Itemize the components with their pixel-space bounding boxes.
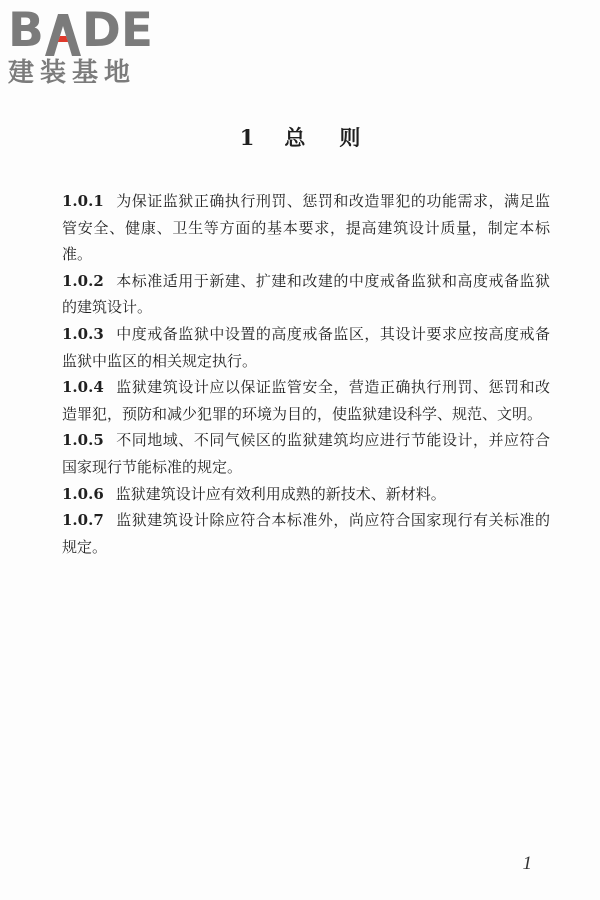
- chapter-heading: [0, 122, 600, 152]
- clause-number: 1.0.5: [62, 431, 104, 450]
- clause-text: 本标准适用于新建、扩建和改建的中度戒备监狱和高度戒备监狱的建筑设计。: [62, 271, 550, 317]
- clause-text: 监狱建筑设计除应符合本标准外，尚应符合国家现行有关标准的规定。: [62, 511, 550, 556]
- clause-text: 中度戒备监狱中设置的高度戒备监区，其设计要求应按高度戒备监狱中监区的相关规定执行。: [62, 324, 550, 370]
- logo-letter-b: B: [8, 3, 44, 58]
- logo-wordmark: [8, 3, 178, 58]
- page-number: 1: [522, 853, 532, 874]
- logo-letter-a: [45, 12, 81, 56]
- chapter-title-char-2: 则: [339, 125, 361, 150]
- clause-1-0-7: [62, 507, 550, 560]
- clause-list: [62, 188, 550, 560]
- chapter-title-char-1: 总: [284, 125, 306, 150]
- clause-number: 1.0.7: [62, 511, 104, 530]
- clause-number: 1.0.3: [62, 324, 104, 343]
- clause-text: 监狱建筑设计应有效利用成熟的新技术、新材料。: [115, 484, 446, 503]
- logo-subtitle: 建装基地: [8, 58, 137, 88]
- clause-number: 1.0.6: [62, 484, 104, 503]
- clause-1-0-6: [62, 481, 550, 508]
- clause-1-0-3: [62, 321, 550, 374]
- bade-logo: [8, 3, 178, 88]
- clause-1-0-1: [62, 188, 550, 268]
- clause-number: 1.0.4: [62, 378, 104, 397]
- clause-1-0-2: [62, 268, 550, 321]
- logo-a-shape: [45, 12, 81, 56]
- clause-number: 1.0.2: [62, 271, 104, 290]
- logo-letters-de: DE: [81, 3, 153, 58]
- clause-text: 监狱建筑设计应以保证监管安全，营造正确执行刑罚、惩罚和改造罪犯，预防和减少犯罪的环境为目的，使监狱建设科学、规范、文明。: [62, 378, 550, 423]
- chapter-number: 1: [239, 125, 255, 150]
- clause-text: 不同地域、不同气候区的监狱建筑均应进行节能设计，并应符合国家现行节能标准的规定。: [62, 431, 550, 476]
- clause-text: 为保证监狱正确执行刑罚、惩罚和改造罪犯的功能需求，满足监管安全、健康、卫生等方面的基本要求，提高建筑设计质量，制定本标准。: [62, 192, 550, 264]
- clause-1-0-5: [62, 427, 550, 480]
- clause-number: 1.0.1: [62, 192, 104, 210]
- clause-1-0-4: [62, 374, 550, 427]
